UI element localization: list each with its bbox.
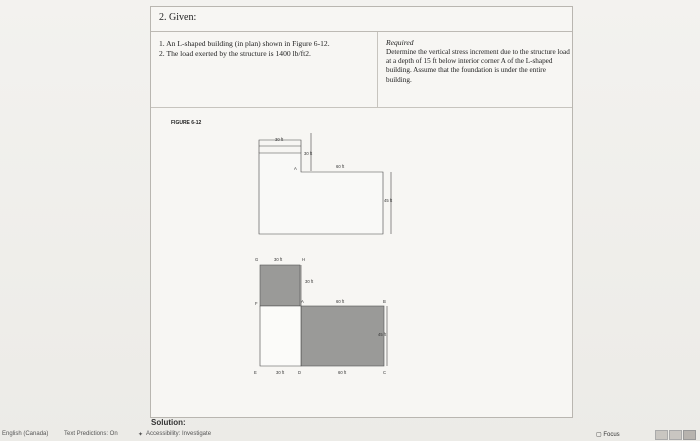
- label-top-dim-right: 60 ft: [336, 164, 345, 169]
- problem-table: [150, 6, 573, 418]
- print-layout-button[interactable]: [669, 430, 682, 440]
- given-line-2: 2. The load exerted by the structure is 1400 lb/ft2.: [159, 49, 311, 58]
- given-cell: [151, 32, 378, 108]
- solution-label: Solution:: [151, 418, 186, 427]
- label-top-dim-height: 45 ft: [384, 198, 393, 203]
- label-bottom-right-top: 60 ft: [336, 299, 345, 304]
- label-E: E: [254, 370, 257, 375]
- label-top-dim-left: 30 ft: [275, 137, 284, 142]
- label-bottom-right-side: 45 ft: [378, 332, 387, 337]
- label-B: B: [383, 299, 386, 304]
- label-F: F: [255, 301, 258, 306]
- status-bar: [0, 426, 700, 441]
- label-bottom-side: 30 ft: [305, 279, 314, 284]
- focus-icon: ▢: [596, 432, 602, 438]
- given-label: 2. Given:: [159, 12, 197, 23]
- label-C: C: [383, 370, 387, 375]
- label-bottom-top-left: 30 ft: [274, 257, 283, 262]
- predictions-status[interactable]: Text Predictions: On: [64, 431, 118, 437]
- figure-area: [151, 108, 572, 417]
- building-outline-top: [259, 153, 383, 234]
- label-A: A: [301, 299, 304, 304]
- read-mode-button[interactable]: [655, 430, 668, 440]
- accessibility-icon: ✦: [138, 432, 144, 438]
- label-top-dim-vert: 30 ft: [304, 151, 313, 156]
- required-title: Required: [386, 38, 414, 47]
- figure-diagram: [151, 108, 572, 417]
- label-H: H: [302, 257, 306, 262]
- hatched-area-left: [260, 265, 300, 306]
- accessibility-status[interactable]: Accessibility: Investigate: [146, 431, 212, 437]
- hatched-area-right: [301, 306, 384, 366]
- label-top-corner: A: [294, 166, 297, 171]
- label-bottom-bottom-right: 60 ft: [338, 370, 347, 375]
- plain-area-left: [260, 306, 301, 366]
- required-cell: [378, 32, 572, 108]
- focus-label: Focus: [603, 432, 620, 438]
- problem-body: [151, 32, 572, 417]
- language-status[interactable]: English (Canada): [2, 431, 49, 437]
- required-text: Determine the vertical stress increment due to the structure load at a depth of 15 ft below interior corner A of the L-shaped building. Assume that the foundation is under the entire building.: [386, 48, 570, 84]
- web-layout-button[interactable]: [683, 430, 696, 440]
- label-D: D: [298, 370, 302, 375]
- given-line-1: 1. An L-shaped building (in plan) shown in Figure 6-12.: [159, 39, 330, 48]
- focus-button[interactable]: [596, 431, 620, 438]
- label-bottom-bottom-left: 30 ft: [276, 370, 285, 375]
- given-header-row: [151, 7, 572, 32]
- label-G: G: [255, 257, 259, 262]
- figure-label: FIGURE 6-12: [171, 120, 202, 126]
